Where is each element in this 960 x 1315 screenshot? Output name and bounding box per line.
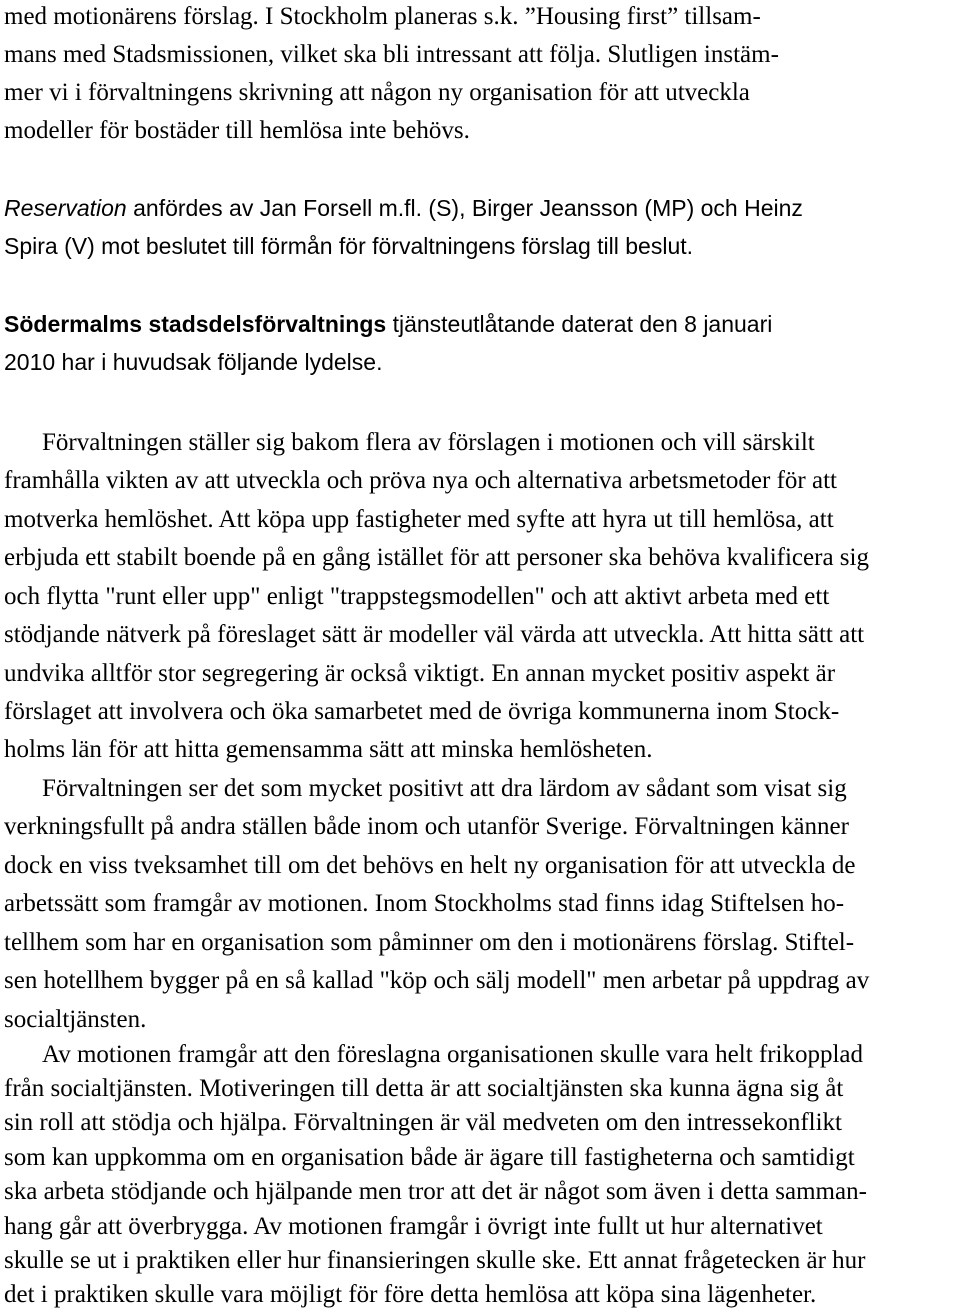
statement-intro-line-1 bbox=[4, 309, 772, 339]
body-line-10: Förvaltningen ser det som mycket positivt att dra lärdom av sådant som visat sig bbox=[42, 775, 847, 802]
statement-intro-lead: Södermalms stadsdelsförvaltnings bbox=[4, 311, 387, 337]
body-line-2: framhålla vikten av att utveckla och pröva nya och alternativa arbetsmetoder för att bbox=[4, 467, 837, 494]
body-line-12: dock en viss tveksamhet till om det behövs en helt ny organisation för att utveckla de bbox=[4, 852, 856, 879]
body-line-13: arbetssätt som framgår av motionen. Inom Stockholms stad finns idag Stiftelsen ho- bbox=[4, 890, 845, 917]
body-line-21: ska arbeta stödjande och hjälpande men tror att det är något som även i detta samman- bbox=[4, 1178, 867, 1205]
reservation-line-2: Spira (V) mot beslutet till förmån för förvaltningens förslag till beslut. bbox=[4, 233, 694, 259]
body-line-24: det i praktiken skulle vara möjligt för före detta hemlösa att köpa sina lägenheter. bbox=[4, 1281, 817, 1308]
body-line-20: som kan uppkomma om en organisation både är ägare till fastigheterna och samtidigt bbox=[4, 1144, 855, 1171]
body-line-4: erbjuda ett stabilt boende på en gång istället för att personer ska behöva kvalificera sig bbox=[4, 544, 869, 571]
motion-text-line-4: modeller för bostäder till hemlösa inte behövs. bbox=[4, 117, 470, 144]
motion-text-line-2: mans med Stadsmissionen, vilket ska bli intressant att följa. Slutligen instäm- bbox=[4, 41, 779, 68]
body-line-11: verkningsfullt på andra ställen både inom och utanför Sverige. Förvaltningen känner bbox=[4, 813, 849, 840]
body-line-22: hang går att överbrygga. Av motionen framgår i övrigt inte fullt ut hur alternativet bbox=[4, 1213, 823, 1240]
body-line-23: skulle se ut i praktiken eller hur finansieringen skulle ske. Ett annat frågetecken är hur bbox=[4, 1247, 866, 1274]
motion-text-line-3: mer vi i förvaltningens skrivning att någon ny organisation för att utveckla bbox=[4, 79, 750, 106]
reservation-line-1 bbox=[4, 193, 803, 223]
statement-intro-rest: tjänsteutlåtande daterat den 8 januari bbox=[386, 311, 773, 337]
body-line-18: från socialtjänsten. Motiveringen till detta är att socialtjänsten ska kunna ägna sig åt bbox=[4, 1075, 844, 1102]
body-line-5: och flytta "runt eller upp" enligt "trappstegsmodellen" och att aktivt arbeta med ett bbox=[4, 583, 830, 610]
body-line-1: Förvaltningen ställer sig bakom flera av förslagen i motionen och vill särskilt bbox=[42, 429, 815, 456]
motion-text-line-1: med motionärens förslag. I Stockholm planeras s.k. ”Housing first” tillsam- bbox=[4, 3, 761, 30]
body-line-9: holms län för att hitta gemensamma sätt att minska hemlösheten. bbox=[4, 736, 653, 763]
body-line-16: socialtjänsten. bbox=[4, 1006, 147, 1033]
reservation-lead: Reservation bbox=[4, 195, 127, 221]
statement-intro-line-2: 2010 har i huvudsak följande lydelse. bbox=[4, 349, 383, 375]
body-line-15: sen hotellhem bygger på en så kallad "köp och sälj modell" men arbetar på uppdrag av bbox=[4, 967, 870, 994]
body-line-3: motverka hemlöshet. Att köpa upp fastigheter med syfte att hyra ut till hemlösa, att bbox=[4, 506, 834, 533]
body-line-8: förslaget att involvera och öka samarbetet med de övriga kommunerna inom Stock- bbox=[4, 698, 840, 725]
body-line-7: undvika alltför stor segregering är också viktigt. En annan mycket positiv aspekt är bbox=[4, 660, 836, 687]
body-line-6: stödjande nätverk på föreslaget sätt är modeller väl värda att utveckla. Att hitta sätt att bbox=[4, 621, 865, 648]
body-line-19: sin roll att stödja och hjälpa. Förvaltningen är väl medveten om den intressekonflikt bbox=[4, 1109, 843, 1136]
reservation-rest: anfördes av Jan Forsell m.fl. (S), Birger Jeansson (MP) och Heinz bbox=[126, 195, 803, 221]
body-line-14: tellhem som har en organisation som påminner om den i motionärens förslag. Stiftel- bbox=[4, 929, 855, 956]
body-line-17: Av motionen framgår att den föreslagna organisationen skulle vara helt frikopplad bbox=[42, 1041, 864, 1068]
